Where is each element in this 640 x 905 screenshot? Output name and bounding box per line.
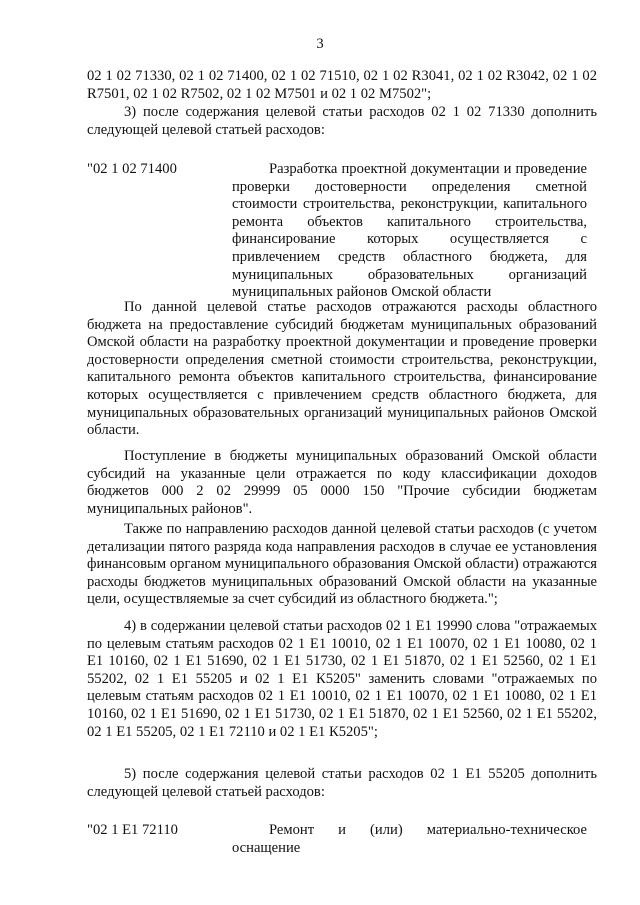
paragraph-continuation: 02 1 02 71330, 02 1 02 71400, 02 1 02 71510, 02 1 02 R3041, 02 1 02 R3042, 02 1 02 R7501, 02 1 02 R7502, 02 1 02 М7501 и 02 1 02 М7502"; bbox=[87, 68, 597, 102]
entry-1-code: "02 1 02 71400 bbox=[87, 161, 177, 177]
entry-1-description: Разработка проектной документации и проведение проверки достоверности определения сметной стоимости строительства, реконструкции, капитального ремонта объектов капитального строительства, финансирование которых осуществляется с привлечением средств областного бюджета, для муниципальных образовательных организаций муниципальных районов Омской области bbox=[232, 161, 587, 301]
paragraph-item-3: 3) после содержания целевой статьи расходов 02 1 02 71330 дополнить следующей целевой статьей расходов: bbox=[87, 104, 597, 138]
page-number: 3 bbox=[316, 36, 324, 52]
paragraph-item-5: 5) после содержания целевой статьи расходов 02 1 Е1 55205 дополнить следующей целевой статьей расходов: bbox=[87, 766, 597, 800]
entry-2-description: Ремонт и (или) материально-техническое оснащение bbox=[232, 822, 587, 856]
paragraph-body-3: Также по направлению расходов данной целевой статьи расходов (с учетом детализации пятого разряда кода направления расходов в случае ее установления финансовым органом муниципального образования Омской области) отражаются расходы бюджетов муниципальных образований Омской области на указанные цели, осуществляемые за счет субсидий из областного бюджета."; bbox=[87, 521, 597, 608]
paragraph-item-4: 4) в содержании целевой статьи расходов 02 1 Е1 19990 слова "отражаемых по целевым статьям расходов 02 1 Е1 10010, 02 1 Е1 10070, 02 1 Е1 10080, 02 1 Е1 10160, 02 1 Е1 51690, 02 1 Е1 51730, 02 1 Е1 51870, 02 1 Е1 52560, 02 1 Е1 55202, 02 1 Е1 55205 и 02 1 Е1 К5205" заменить словами "отражаемых по целевым статьям расходов 02 1 Е1 10010, 02 1 Е1 10070, 02 1 Е1 10080, 02 1 Е1 10160, 02 1 Е1 51690, 02 1 Е1 51730, 02 1 Е1 51870, 02 1 Е1 52560, 02 1 Е1 55202, 02 1 Е1 55205, 02 1 Е1 72110 и 02 1 Е1 К5205"; bbox=[87, 618, 597, 740]
paragraph-body-2: Поступление в бюджеты муниципальных образований Омской области субсидий на указанные цели отражается по коду классификации доходов бюджетов 000 2 02 29999 05 0000 150 "Прочие субсидии бюджетам муниципальных районов". bbox=[87, 448, 597, 517]
paragraph-body-1: По данной целевой статье расходов отражаются расходы областного бюджета на предоставление субсидий бюджетам муниципальных образований Омской области на разработку проектной документации и проведение проверки достоверности определения сметной стоимости строительства, реконструкции, капитального ремонта объектов капитального строительства, финансирование которых осуществляется с привлечением средств областного бюджета, для муниципальных образовательных организаций муниципальных районов Омской области. bbox=[87, 299, 597, 439]
entry-2-code: "02 1 Е1 72110 bbox=[87, 822, 178, 838]
